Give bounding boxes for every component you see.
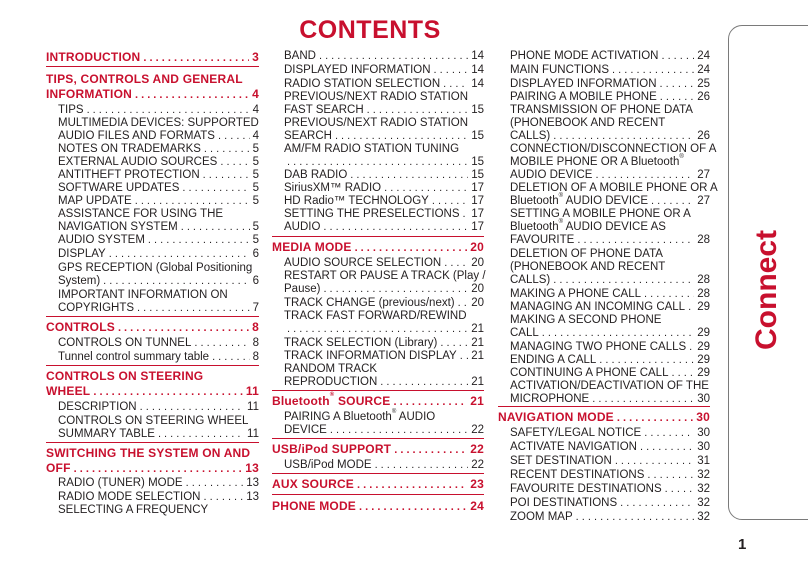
toc-entry: PREVIOUS/NEXT RADIO STATION — [284, 117, 469, 129]
toc-entry[interactable]: ANTITHEFT PROTECTION . . . 5 — [58, 169, 259, 181]
toc-entry: MAKING A SECOND PHONE — [510, 314, 662, 326]
toc-entry: PREVIOUS/NEXT RADIO STATION — [284, 91, 469, 103]
toc-entry: (PHONEBOOK AND RECENT — [510, 117, 666, 129]
toc-entry: PAIRING A Bluetooth® AUDIO — [284, 409, 436, 423]
toc-entry[interactable]: System) . . . 6 — [58, 275, 259, 287]
toc-entry[interactable]: AUDIO SYSTEM . . . 5 — [58, 234, 259, 246]
toc-heading[interactable]: WHEEL . . . 11 — [46, 384, 259, 398]
page-number: 1 — [738, 536, 747, 553]
toc-entry: (PHONEBOOK AND RECENT — [510, 261, 666, 273]
toc-entry[interactable]: MANAGING AN INCOMING CALL . . . 29 — [510, 301, 710, 313]
toc-heading: TIPS, CONTROLS AND GENERAL — [46, 72, 243, 86]
toc-entry: ASSISTANCE FOR USING THE — [58, 208, 224, 220]
toc-entry[interactable]: RADIO MODE SELECTION . . . 13 — [58, 491, 259, 503]
toc-entry[interactable]: DISPLAYED INFORMATION . . . 25 — [510, 78, 710, 90]
toc-entry[interactable]: TRACK INFORMATION DISPLAY . . . 21 — [284, 350, 484, 362]
toc-entry: ACTIVATION/DEACTIVATION OF THE — [510, 380, 709, 392]
toc-entry[interactable]: SiriusXM™ RADIO . . . 17 — [284, 182, 484, 194]
toc-entry: TRACK FAST FORWARD/REWIND — [284, 310, 467, 322]
toc-entry: SELECTING A FREQUENCY — [58, 504, 209, 516]
toc-heading[interactable]: AUX SOURCE . . . 23 — [272, 477, 484, 491]
toc-entry[interactable]: . . . 21 — [284, 323, 484, 335]
toc-entry[interactable]: ENDING A CALL . . . 29 — [510, 354, 710, 366]
toc-heading[interactable]: CONTROLS . . . 8 — [46, 320, 259, 334]
toc-heading[interactable]: USB/iPod SUPPORT . . . 22 — [272, 442, 484, 456]
toc-entry[interactable]: Tunnel control summary table . . . 8 — [58, 351, 259, 363]
toc-entry[interactable]: PAIRING A MOBILE PHONE . . . 26 — [510, 91, 710, 103]
toc-entry[interactable]: RECENT DESTINATIONS . . . 32 — [510, 469, 710, 481]
toc-entry[interactable]: PHONE MODE ACTIVATION . . . 24 — [510, 50, 710, 62]
toc-entry[interactable]: Bluetooth® AUDIO DEVICE . . . 27 — [510, 195, 710, 207]
toc-heading: SWITCHING THE SYSTEM ON AND — [46, 446, 251, 460]
toc-heading[interactable]: INFORMATION . . . 4 — [46, 87, 259, 101]
toc-entry[interactable]: FAVOURITE . . . 28 — [510, 234, 710, 246]
toc-entry[interactable]: AUDIO SOURCE SELECTION . . . 20 — [284, 257, 484, 269]
toc-entry[interactable]: SETTING THE PRESELECTIONS . . . 17 — [284, 208, 484, 220]
toc-entry: DELETION OF A MOBILE PHONE OR A — [510, 182, 718, 194]
toc-entry[interactable]: CALLS) . . . 26 — [510, 130, 710, 142]
toc-entry: IMPORTANT INFORMATION ON — [58, 289, 228, 301]
toc-entry[interactable]: DAB RADIO . . . 15 — [284, 169, 484, 181]
toc-entry: CONNECTION/DISCONNECTION OF A — [510, 143, 717, 155]
toc-entry[interactable]: MICROPHONE . . . 30 — [510, 393, 710, 405]
toc-entry[interactable]: FAVOURITE DESTINATIONS . . . 32 — [510, 483, 710, 495]
toc-entry: DELETION OF PHONE DATA — [510, 248, 663, 260]
toc-entry[interactable]: TRACK SELECTION (Library) . . . 21 — [284, 337, 484, 349]
toc-entry: TRANSMISSION OF PHONE DATA — [510, 104, 693, 116]
toc-entry[interactable]: SEARCH . . . 15 — [284, 130, 484, 142]
toc-entry[interactable]: SAFETY/LEGAL NOTICE . . . 30 — [510, 427, 710, 439]
toc-entry[interactable]: CONTINUING A PHONE CALL . . . 29 — [510, 367, 710, 379]
toc-entry[interactable]: MANAGING TWO PHONE CALLS . . . 29 — [510, 341, 710, 353]
toc-entry[interactable]: DEVICE . . . 22 — [284, 424, 484, 436]
toc-heading[interactable]: Bluetooth® SOURCE . . . 21 — [272, 394, 484, 408]
toc-entry: MOBILE PHONE OR A Bluetooth® — [510, 154, 684, 168]
divider — [272, 473, 484, 474]
divider — [272, 236, 484, 237]
toc-entry[interactable]: DESCRIPTION . . . 11 — [58, 401, 259, 413]
toc-entry[interactable]: MAKING A PHONE CALL . . . 28 — [510, 288, 710, 300]
toc-heading[interactable]: INTRODUCTION . . . 3 — [46, 50, 259, 64]
toc-entry[interactable]: CONTROLS ON TUNNEL . . . 8 — [58, 337, 259, 349]
toc-entry[interactable]: RADIO (TUNER) MODE . . . 13 — [58, 477, 259, 489]
toc-entry: MULTIMEDIA DEVICES: SUPPORTED — [58, 117, 259, 129]
toc-entry[interactable]: AUDIO DEVICE . . . 27 — [510, 169, 710, 181]
page-title: CONTENTS — [299, 16, 441, 44]
toc-heading: CONTROLS ON STEERING — [46, 369, 204, 383]
toc-heading[interactable]: NAVIGATION MODE . . . 30 — [498, 410, 710, 424]
toc-entry[interactable]: BAND . . . 14 — [284, 50, 484, 62]
divider — [272, 438, 484, 439]
toc-entry[interactable]: SOFTWARE UPDATES . . . 5 — [58, 182, 259, 194]
toc-entry[interactable]: NAVIGATION SYSTEM . . . 5 — [58, 221, 259, 233]
toc-entry[interactable]: SET DESTINATION . . . 31 — [510, 455, 710, 467]
divider — [46, 365, 259, 366]
toc-entry: RESTART OR PAUSE A TRACK (Play / — [284, 270, 486, 282]
toc-entry[interactable]: AUDIO . . . 17 — [284, 221, 484, 233]
toc-entry[interactable]: HD Radio™ TECHNOLOGY . . . 17 — [284, 195, 484, 207]
side-tab-label: Connect — [750, 230, 783, 350]
toc-entry: RANDOM TRACK — [284, 363, 378, 375]
divider — [46, 442, 259, 443]
toc-entry[interactable]: TIPS . . . 4 — [58, 104, 259, 116]
toc-entry[interactable]: NOTES ON TRADEMARKS . . . 5 — [58, 143, 259, 155]
toc-heading[interactable]: OFF . . . 13 — [46, 461, 259, 475]
toc-entry[interactable]: MAIN FUNCTIONS . . . 24 — [510, 64, 710, 76]
toc-entry[interactable]: AUDIO FILES AND FORMATS . . . 4 — [58, 130, 259, 142]
toc-entry: SETTING A MOBILE PHONE OR A — [510, 208, 691, 220]
toc-entry: CONTROLS ON STEERING WHEEL — [58, 415, 249, 427]
toc-entry[interactable]: ACTIVATE NAVIGATION . . . 30 — [510, 441, 710, 453]
divider — [46, 66, 259, 67]
divider — [498, 406, 710, 407]
toc-entry[interactable]: MAP UPDATE . . . 5 — [58, 195, 259, 207]
toc-heading[interactable]: MEDIA MODE . . . 20 — [272, 240, 484, 254]
toc-entry[interactable]: CALL . . . 29 — [510, 327, 710, 339]
toc-entry[interactable]: . . . 15 — [284, 156, 484, 168]
toc-entry: AM/FM RADIO STATION TUNING — [284, 143, 460, 155]
divider — [272, 390, 484, 391]
toc-entry: Bluetooth® AUDIO DEVICE AS — [510, 219, 666, 233]
toc-entry[interactable]: TRACK CHANGE (previous/next) . . . 20 — [284, 297, 484, 309]
toc-entry[interactable]: POI DESTINATIONS . . . 32 — [510, 497, 710, 509]
toc-entry[interactable]: DISPLAY . . . 6 — [58, 248, 259, 260]
toc-entry[interactable]: DISPLAYED INFORMATION . . . 14 — [284, 64, 484, 76]
toc-entry[interactable]: USB/iPod MODE . . . 22 — [284, 459, 484, 471]
toc-entry[interactable]: RADIO STATION SELECTION . . . 14 — [284, 78, 484, 90]
toc-entry[interactable]: SUMMARY TABLE . . . 11 — [58, 428, 259, 440]
toc-entry[interactable]: FAST SEARCH . . . 15 — [284, 104, 484, 116]
toc-entry: GPS RECEPTION (Global Positioning — [58, 262, 253, 274]
toc-entry[interactable]: COPYRIGHTS . . . 7 — [58, 302, 259, 314]
divider — [46, 316, 259, 317]
toc-entry[interactable]: Pause) . . . 20 — [284, 283, 484, 295]
toc-heading[interactable]: PHONE MODE . . . 24 — [272, 499, 484, 513]
toc-entry[interactable]: ZOOM MAP . . . 32 — [510, 511, 710, 523]
toc-entry[interactable]: CALLS) . . . 28 — [510, 274, 710, 286]
toc-entry[interactable]: REPRODUCTION . . . 21 — [284, 376, 484, 388]
toc-entry[interactable]: EXTERNAL AUDIO SOURCES . . . 5 — [58, 156, 259, 168]
divider — [272, 494, 484, 495]
